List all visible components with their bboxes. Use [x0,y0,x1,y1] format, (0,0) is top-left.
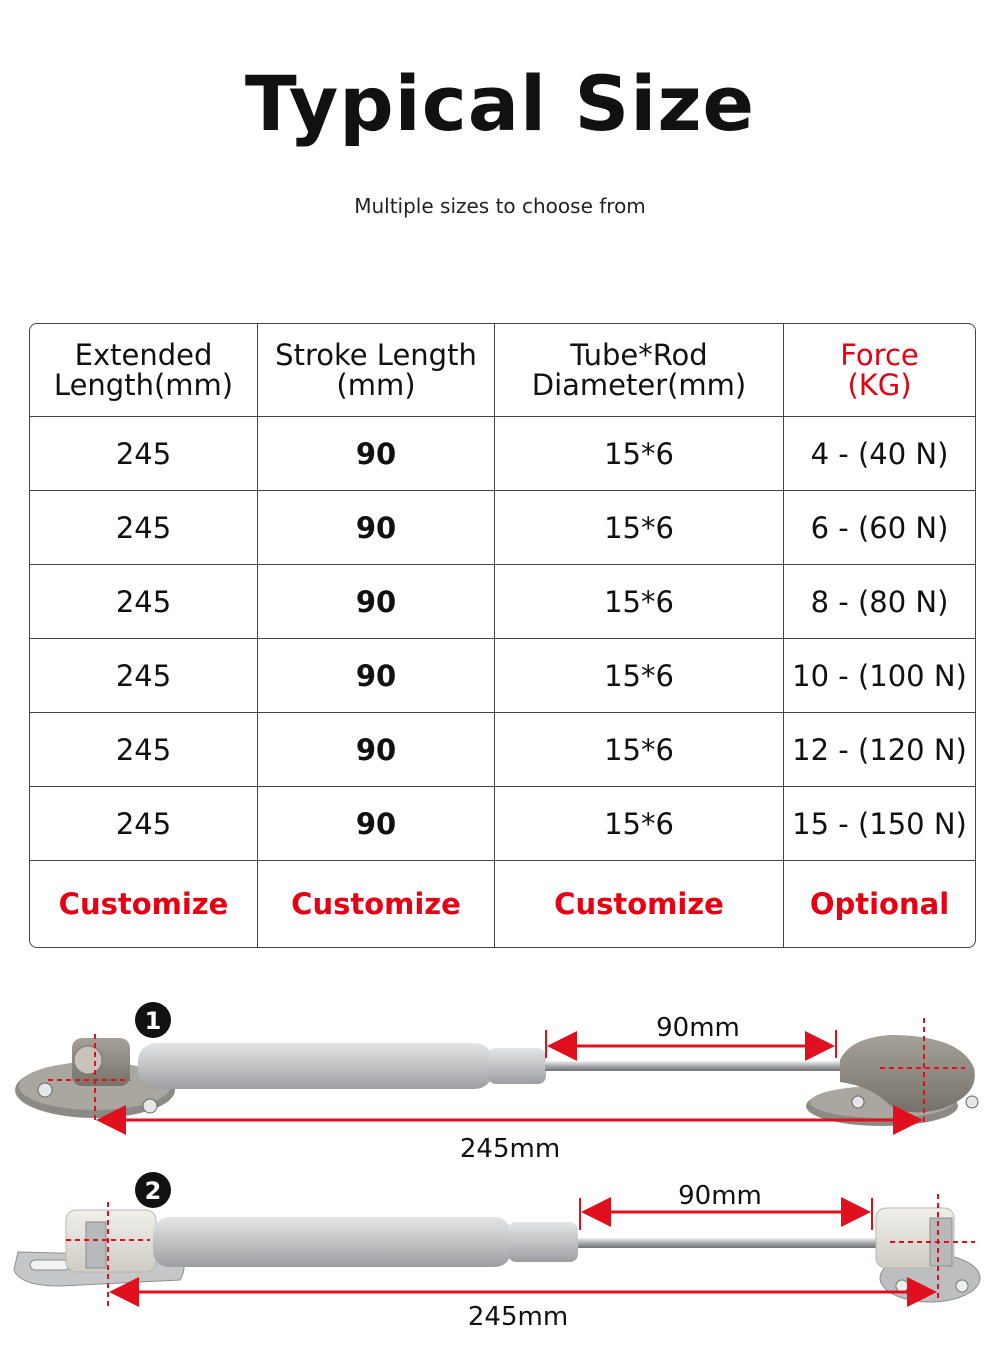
header-force [784,324,975,417]
header-line: Diameter(mm) [531,368,747,402]
table-footer-row [30,861,975,947]
cell-extended-length: 245 [30,787,258,861]
header-stroke-length [258,324,495,417]
strut-1 [15,1002,978,1164]
strut-2-tube [153,1217,511,1267]
cell-diameter: 15*6 [495,491,784,565]
header-extended-length [30,324,258,417]
cell-diameter: 15*6 [495,565,784,639]
length-label-2: 245mm [467,1302,569,1332]
cell-force: 12 - (120 N) [784,713,975,787]
header-line: Tube*Rod [570,337,708,372]
strut-1-tube [138,1043,493,1089]
cell-force: 15 - (150 N) [784,787,975,861]
table-row [30,639,975,713]
cell-force: 4 - (40 N) [784,417,975,491]
strut-1-rod [545,1061,850,1071]
table-row [30,787,975,861]
cell-diameter: 15*6 [495,417,784,491]
table-header-row [30,324,975,417]
cell-extended-length: 245 [30,565,258,639]
cell-stroke-length: 90 [258,639,495,713]
table-row [30,713,975,787]
cell-extended-length: 245 [30,713,258,787]
stroke-label-2: 90mm [678,1181,762,1211]
cell-stroke-length: 90 [258,713,495,787]
cell-extended-length: 245 [30,417,258,491]
cell-force: 6 - (60 N) [784,491,975,565]
badge-2-label: 2 [144,1177,162,1205]
strut-2 [14,1172,980,1332]
size-table [29,323,976,948]
cell-diameter: 15*6 [495,713,784,787]
page-title: Typical Size [244,59,756,148]
cell-customize: Customize [258,861,495,947]
strut-2-rod [578,1238,878,1248]
table-row [30,565,975,639]
cell-customize: Customize [495,861,784,947]
cell-optional: Optional [809,887,950,921]
stroke-label-1: 90mm [656,1013,740,1043]
header-line: Force [840,337,919,372]
page-subtitle: Multiple sizes to choose from [354,194,646,218]
header-line: (mm) [336,368,416,402]
length-label-1: 245mm [459,1134,561,1164]
cell-diameter: 15*6 [495,639,784,713]
cell-stroke-length: 90 [258,565,495,639]
header-line: Extended [74,337,213,372]
cell-extended-length: 245 [30,639,258,713]
header-tube-rod-diameter [495,324,784,417]
cell-stroke-length: 90 [258,417,495,491]
cell-extended-length: 245 [30,491,258,565]
table-row [30,491,975,565]
cell-stroke-length: 90 [258,787,495,861]
cell-force: 10 - (100 N) [784,639,975,713]
cell-stroke-length: 90 [258,491,495,565]
cell-diameter: 15*6 [495,787,784,861]
table-row [30,417,975,491]
cell-force: 8 - (80 N) [784,565,975,639]
header-line: Stroke Length [275,337,477,372]
badge-1-label: 1 [144,1007,162,1035]
header-line: Length(mm) [53,368,234,402]
gas-strut-diagram [0,990,1000,1370]
cell-customize: Customize [30,861,258,947]
header-line: (KG) [847,368,912,402]
